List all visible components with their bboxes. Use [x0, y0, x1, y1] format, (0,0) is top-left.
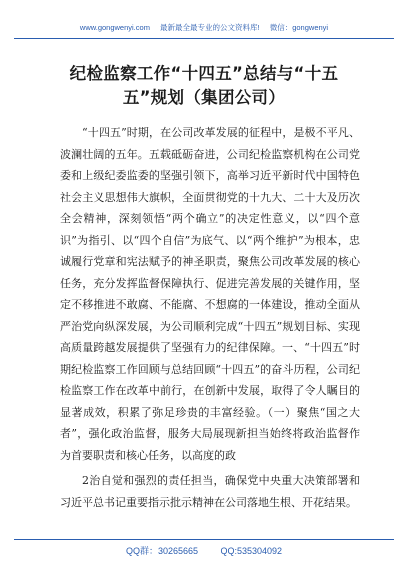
header-divider [14, 38, 394, 39]
title-line-2: 五”规划（集团公司） [122, 88, 286, 107]
document-body [60, 122, 360, 513]
header-slogan: 最新最全最专业的公文资料库! [160, 23, 260, 32]
document-title [40, 62, 368, 110]
body-paragraph-2: 2治自觉和强烈的责任担当，确保党中央重大决策部署和习近平总书记重要指示批示精神在公司落地生根、开花结果。 [60, 474, 360, 509]
footer-qq-group: QQ群：30265665 [125, 546, 198, 556]
page-header [0, 22, 408, 33]
header-website[interactable]: www.gongwenyi.com [79, 23, 150, 32]
header-wechat: 微信：gongwenyi [269, 23, 329, 32]
page-footer [0, 544, 408, 557]
body-paragraph-1: “十四五”时期，在公司改革发展的征程中，是极不平凡、波澜壮阔的五年。五载砥砺奋进，公司纪检监察机构在公司党委和上级纪委监委的坚强引领下，高举习近平新时代中国特色社会主义思想伟大旗帜，全面贯彻党的十九大、二十大及历次全会精神，深刻领悟“两个确立”的决定性意义，以“四个意识”为指引、以“四个自信”为底气、以“两个维护”为根本，忠诚履行党章和宪法赋予的神圣职责，聚焦公司改革发展的核心任务，充分发挥监督保障执行、促进完善发展的关键作用，坚定不移推进不敢腐、不能腐、不想腐的一体建设，推动全面从严治党向纵深发展，为公司顺利完成“十四五”规划目标、实现高质量跨越发展提供了坚强有力的纪律保障。一、“十四五”时期纪检监察工作回顾与总结回顾“十四五”的奋斗历程，公司纪检监察工作在改革中前行，在创新中发展，取得了令人瞩目的显著成效，积累了弥足珍贵的丰富经验。（一）聚焦“国之大者”，强化政治监督，服务大局展现新担当始终将政治监督作为首要职责和核心任务，以高度的政 [60, 126, 360, 462]
title-line-1: 纪检监察工作“十四五”总结与“十五 [69, 64, 339, 83]
footer-divider [14, 539, 394, 540]
footer-qq-contact: QQ:535304092 [220, 546, 283, 556]
